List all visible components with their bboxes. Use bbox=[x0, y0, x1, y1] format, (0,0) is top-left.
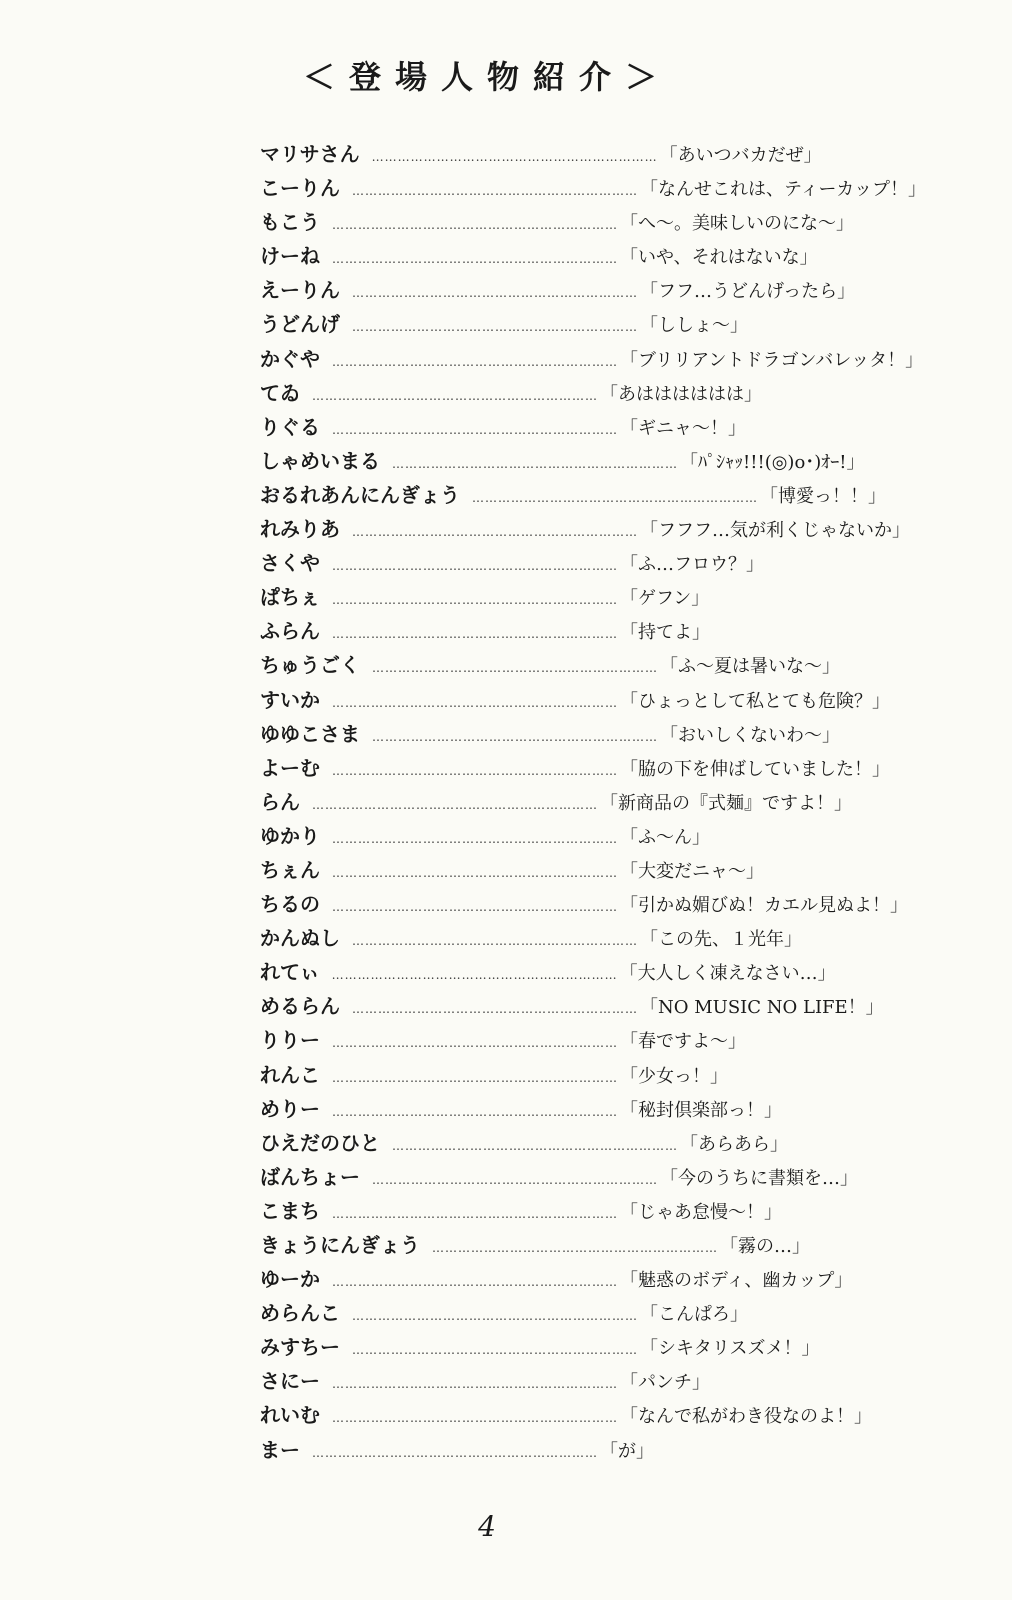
character-line: 「新商品の『式麺』ですよ！」 bbox=[600, 792, 852, 814]
character-name: かぐや bbox=[260, 346, 320, 371]
dot-leader: ………………………………………………………… bbox=[332, 1070, 618, 1085]
dot-leader: ………………………………………………………… bbox=[332, 593, 618, 608]
dot-leader: ………………………………………………………… bbox=[352, 320, 638, 335]
list-item bbox=[260, 376, 780, 410]
dot-leader: ………………………………………………………… bbox=[332, 1104, 618, 1119]
dot-leader: ………………………………………………………… bbox=[332, 1377, 618, 1392]
character-line: 「あはははははは」 bbox=[600, 383, 762, 405]
character-name: こーりん bbox=[260, 176, 340, 201]
dot-leader: ………………………………………………………… bbox=[352, 525, 638, 540]
list-item bbox=[260, 1126, 788, 1160]
character-line: 「博愛っ！！」 bbox=[760, 485, 886, 507]
dot-leader: ………………………………………………………… bbox=[331, 968, 618, 983]
character-name: ばんちょー bbox=[260, 1164, 360, 1189]
dot-leader: ………………………………………………………… bbox=[352, 184, 638, 199]
character-line: 「春ですよ〜」 bbox=[620, 1031, 746, 1053]
character-line: 「NO MUSIC NO LIFE！」 bbox=[640, 997, 884, 1019]
dot-leader: ………………………………………………………… bbox=[372, 729, 658, 744]
list-item bbox=[260, 1296, 780, 1330]
list-item bbox=[260, 785, 852, 819]
character-line: 「秘封倶楽部っ！」 bbox=[620, 1099, 782, 1121]
character-name: もこう bbox=[260, 210, 320, 235]
list-item bbox=[260, 1433, 780, 1467]
character-line: 「が」 bbox=[600, 1440, 654, 1462]
character-line: 「パンチ」 bbox=[620, 1372, 710, 1394]
character-name: てゐ bbox=[260, 380, 300, 405]
dot-leader: ………………………………………………………… bbox=[371, 150, 658, 164]
character-line: 「ししょ〜」 bbox=[640, 315, 748, 337]
character-line: 「脇の下を伸ばしていました！」 bbox=[620, 758, 890, 780]
list-item bbox=[260, 1092, 780, 1126]
list-item bbox=[260, 1262, 853, 1296]
list-item bbox=[260, 683, 890, 717]
character-name: ゆーか bbox=[260, 1267, 320, 1292]
character-name: れてぃ bbox=[260, 960, 320, 985]
character-line: 「なんせこれは、ティーカップ！」 bbox=[640, 179, 927, 201]
character-name: れいむ bbox=[260, 1403, 320, 1428]
character-line: 「あいつバカだぜ」 bbox=[659, 145, 822, 166]
list-item bbox=[260, 853, 780, 887]
character-name: めりー bbox=[260, 1096, 320, 1121]
character-name: みすちー bbox=[260, 1335, 340, 1360]
dot-leader: ………………………………………………………… bbox=[392, 1138, 678, 1153]
character-name: かんぬし bbox=[260, 926, 340, 951]
dot-leader: ………………………………………………………… bbox=[332, 1411, 618, 1426]
character-line: 「フフ…うどんげったら」 bbox=[640, 281, 856, 303]
character-name: ふらん bbox=[260, 619, 320, 644]
character-name: さにー bbox=[260, 1369, 320, 1394]
list-item bbox=[260, 239, 818, 273]
character-line: 「ﾊﾟｼｬｯ!!!(◎)o･)ｵｰ!」 bbox=[680, 451, 865, 473]
character-line: 「魅惑のボディ、幽カップ」 bbox=[620, 1270, 853, 1292]
list-item bbox=[260, 1330, 820, 1364]
dot-leader: ………………………………………………………… bbox=[392, 456, 678, 471]
character-line: 「大変だニャ〜」 bbox=[620, 860, 764, 882]
dot-leader: ………………………………………………………… bbox=[432, 1241, 718, 1255]
character-line: 「じゃあ怠慢〜！」 bbox=[620, 1201, 782, 1223]
list-item bbox=[260, 1364, 780, 1398]
character-name: よーむ bbox=[260, 755, 320, 780]
dot-leader: ………………………………………………………… bbox=[332, 559, 618, 574]
list-item bbox=[260, 1023, 780, 1057]
character-line: 「持てよ」 bbox=[620, 622, 710, 644]
list-item bbox=[260, 546, 780, 580]
list-item bbox=[260, 989, 884, 1023]
character-name: きょうにんぎょう bbox=[260, 1233, 420, 1257]
character-line: 「今のうちに書類を…」 bbox=[660, 1167, 858, 1189]
character-name: めるらん bbox=[260, 994, 340, 1019]
character-name: しゃめいまる bbox=[260, 448, 380, 473]
character-name: ちゅうごく bbox=[260, 653, 360, 678]
page-number: 4 bbox=[478, 1510, 496, 1543]
dot-leader: ………………………………………………………… bbox=[352, 286, 638, 301]
dot-leader: ………………………………………………………… bbox=[332, 627, 618, 642]
dot-leader: ………………………………………………………… bbox=[352, 1002, 638, 1017]
character-name: こまち bbox=[260, 1198, 320, 1223]
character-line: 「ひょっとして私とても危険？」 bbox=[620, 690, 890, 712]
list-item bbox=[260, 410, 780, 444]
character-line: 「ふ…フロウ？」 bbox=[620, 554, 764, 576]
character-line: 「いや、それはないな」 bbox=[620, 247, 818, 269]
dot-leader: ………………………………………………………… bbox=[332, 252, 618, 267]
character-name: りぐる bbox=[260, 414, 320, 439]
character-line: 「この先、１光年」 bbox=[640, 929, 802, 951]
list-item bbox=[260, 717, 840, 751]
list-item bbox=[260, 955, 836, 989]
list-item bbox=[260, 751, 890, 785]
list-item bbox=[260, 921, 802, 955]
character-name: すいか bbox=[260, 687, 320, 712]
character-name: ひえだのひと bbox=[260, 1130, 380, 1155]
dot-leader: ………………………………………………………… bbox=[332, 763, 618, 778]
character-line: 「なんで私がわき役なのよ！」 bbox=[620, 1406, 872, 1428]
dot-leader: ………………………………………………………… bbox=[332, 900, 618, 915]
character-name: れみりあ bbox=[260, 517, 340, 542]
character-name: ゆかり bbox=[260, 823, 320, 848]
character-line: 「おいしくないわ〜」 bbox=[660, 724, 840, 746]
character-name: ちぇん bbox=[260, 857, 320, 882]
dot-leader: ………………………………………………………… bbox=[332, 831, 618, 846]
character-line: 「霧の…」 bbox=[720, 1236, 810, 1257]
list-item bbox=[260, 1398, 872, 1432]
dot-leader: ………………………………………………………… bbox=[312, 797, 598, 812]
character-name: さくや bbox=[260, 551, 320, 576]
list-item bbox=[260, 1160, 858, 1194]
character-name: ぱちぇ bbox=[260, 585, 320, 610]
list-item bbox=[260, 307, 780, 341]
list-item bbox=[260, 171, 927, 205]
character-name: ちるの bbox=[260, 892, 320, 917]
dot-leader: ………………………………………………………… bbox=[332, 1206, 618, 1221]
dot-leader: ………………………………………………………… bbox=[372, 661, 658, 676]
list-item bbox=[260, 273, 856, 307]
dot-leader: ………………………………………………………… bbox=[332, 1275, 618, 1290]
character-line: 「フフフ…気が利くじゃないか」 bbox=[640, 520, 910, 542]
character-line: 「あらあら」 bbox=[680, 1133, 788, 1155]
list-item bbox=[260, 342, 924, 376]
dot-leader: ………………………………………………………… bbox=[352, 1343, 638, 1358]
character-name: らん bbox=[260, 789, 300, 814]
list-item bbox=[260, 887, 908, 921]
dot-leader: ………………………………………………………… bbox=[312, 1445, 598, 1460]
dot-leader: ………………………………………………………… bbox=[332, 865, 618, 880]
character-name: れんこ bbox=[260, 1062, 320, 1087]
character-name: おるれあんにんぎょう bbox=[260, 482, 460, 507]
list-item bbox=[260, 1194, 780, 1228]
character-name: りりー bbox=[260, 1028, 320, 1053]
list-item bbox=[260, 478, 886, 512]
dot-leader: ………………………………………………………… bbox=[352, 1309, 638, 1324]
list-item bbox=[260, 614, 780, 648]
page-title: ＜登場人物紹介＞ bbox=[302, 58, 671, 96]
list-item bbox=[260, 444, 865, 478]
dot-leader: ………………………………………………………… bbox=[372, 1172, 658, 1187]
dot-leader: ………………………………………………………… bbox=[312, 388, 598, 403]
character-name: うどんげ bbox=[260, 312, 340, 337]
character-line: 「ふ〜夏は暑いな〜」 bbox=[660, 656, 840, 678]
character-name: ゆゆこさま bbox=[260, 721, 360, 746]
list-item bbox=[260, 1058, 780, 1092]
list-item bbox=[260, 580, 780, 614]
list-item bbox=[260, 648, 840, 682]
character-line: 「大人しく凍えなさい…」 bbox=[619, 963, 836, 985]
character-name: マリサさん bbox=[260, 142, 360, 166]
dot-leader: ………………………………………………………… bbox=[332, 695, 618, 710]
character-name: まー bbox=[260, 1437, 300, 1462]
list-item bbox=[260, 512, 910, 546]
character-name: めらんこ bbox=[260, 1301, 340, 1326]
character-line: 「ギニャ〜！」 bbox=[620, 417, 746, 439]
dot-leader: ………………………………………………………… bbox=[352, 934, 638, 949]
dot-leader: ………………………………………………………… bbox=[332, 354, 618, 369]
character-line: 「少女っ！」 bbox=[620, 1065, 728, 1087]
character-name: えーりん bbox=[260, 278, 340, 303]
list-item bbox=[260, 137, 822, 171]
character-line: 「シキタリスズメ！」 bbox=[640, 1338, 820, 1360]
dot-leader: ………………………………………………………… bbox=[472, 490, 758, 505]
character-line: 「へ〜。美味しいのにな〜」 bbox=[620, 213, 854, 235]
list-item bbox=[260, 1228, 810, 1262]
character-list bbox=[260, 137, 927, 1467]
character-line: 「ゲフン」 bbox=[620, 588, 710, 610]
character-name: けーね bbox=[260, 244, 320, 269]
list-item bbox=[260, 819, 780, 853]
dot-leader: ………………………………………………………… bbox=[332, 1036, 618, 1051]
character-line: 「引かぬ媚びぬ！カエル見ぬよ！」 bbox=[620, 895, 908, 917]
dot-leader: ………………………………………………………… bbox=[332, 218, 618, 233]
character-line: 「こんぱろ」 bbox=[640, 1304, 748, 1326]
character-line: 「ふ〜ん」 bbox=[620, 826, 710, 848]
dot-leader: ………………………………………………………… bbox=[332, 422, 618, 437]
list-item bbox=[260, 205, 854, 239]
character-line: 「ブリリアントドラゴンバレッタ！」 bbox=[620, 349, 924, 371]
